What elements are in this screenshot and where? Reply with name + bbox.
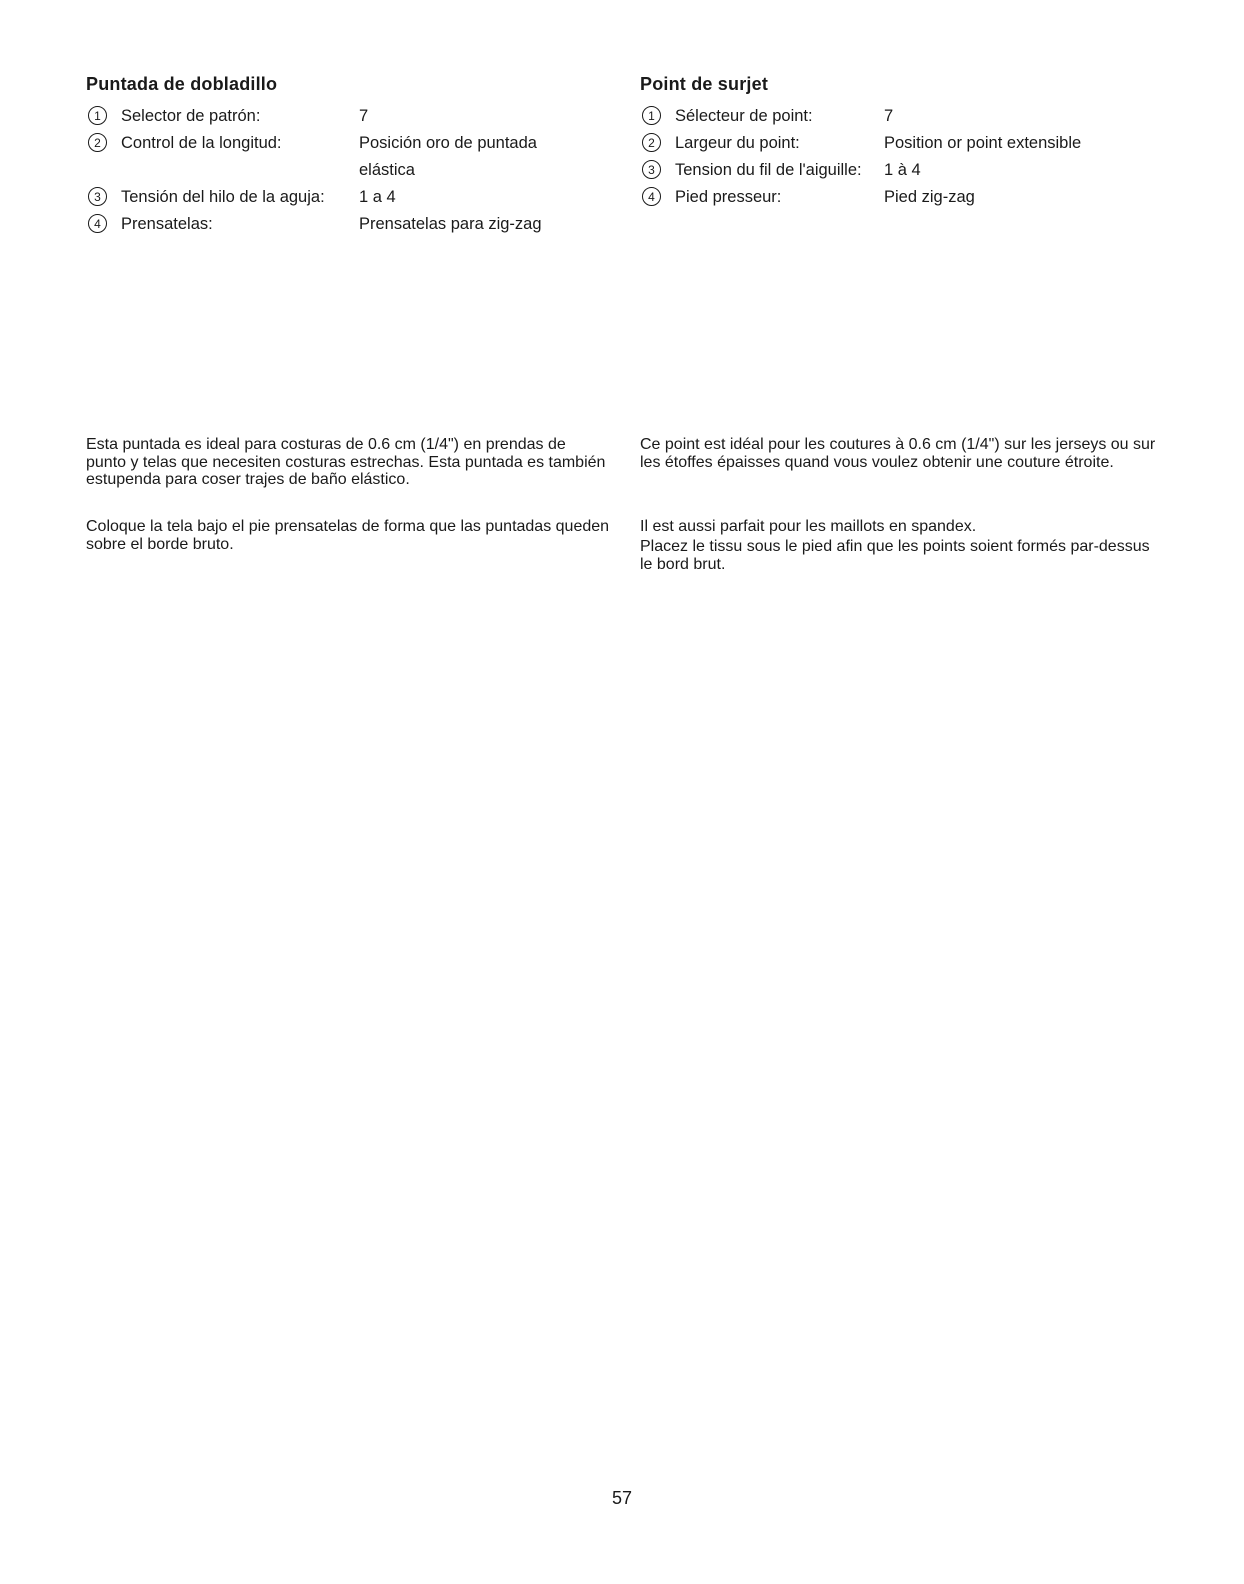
setting-value-line: elástica bbox=[359, 161, 415, 179]
circled-number-2-icon: 2 bbox=[642, 133, 661, 152]
setting-label: Sélecteur de point: bbox=[675, 107, 813, 125]
setting-row bbox=[86, 130, 631, 184]
setting-label: Prensatelas: bbox=[121, 215, 213, 233]
french-section bbox=[640, 74, 1185, 211]
setting-value bbox=[359, 211, 631, 238]
paragraph-french-2: Il est aussi parfait pour les maillots en spandex. bbox=[640, 518, 977, 535]
setting-value-line: 7 bbox=[884, 107, 894, 125]
paragraph-french-3: Placez le tissu sous le pied afin que les points soient formés par-dessus le bord brut. bbox=[640, 538, 1150, 573]
section-title-spanish: Puntada de dobladillo bbox=[86, 74, 278, 94]
setting-label: Tensión del hilo de la aguja: bbox=[121, 188, 325, 206]
circled-number-4-icon: 4 bbox=[88, 214, 107, 233]
setting-value-line: Posición oro de puntada bbox=[359, 134, 537, 152]
setting-value-line: 1 a 4 bbox=[359, 188, 396, 206]
settings-list-spanish bbox=[86, 103, 631, 238]
setting-label: Pied presseur: bbox=[675, 188, 782, 206]
setting-label: Control de la longitud: bbox=[121, 134, 282, 152]
setting-row bbox=[640, 184, 1185, 211]
setting-label: Selector de patrón: bbox=[121, 107, 261, 125]
setting-value-line: Pied zig-zag bbox=[884, 188, 975, 206]
setting-value bbox=[884, 130, 1185, 157]
circled-number-4-icon: 4 bbox=[642, 187, 661, 206]
setting-label: Tension du fil de l'aiguille: bbox=[675, 161, 862, 179]
circled-number-1-icon: 1 bbox=[88, 106, 107, 125]
setting-value bbox=[359, 184, 631, 211]
paragraph-spanish-1: Esta puntada es ideal para costuras de 0.6 cm (1/4") en prendas de punto y telas que necesiten costuras estrechas. Esta puntada es también estupenda para coser trajes de baño elástico. bbox=[86, 436, 606, 488]
setting-label: Largeur du point: bbox=[675, 134, 800, 152]
paragraph-french-1: Ce point est idéal pour les coutures à 0.6 cm (1/4") sur les jerseys ou sur les étoffes épaisses quand vous voulez obtenir une couture étroite. bbox=[640, 436, 1156, 471]
section-title-french: Point de surjet bbox=[640, 74, 769, 94]
setting-value bbox=[359, 130, 631, 184]
page-number: 57 bbox=[611, 1488, 633, 1508]
setting-value-line: Position or point extensible bbox=[884, 134, 1082, 152]
setting-value bbox=[884, 184, 1185, 211]
setting-row bbox=[86, 103, 631, 130]
setting-row bbox=[86, 184, 631, 211]
setting-value-line: 7 bbox=[359, 107, 369, 125]
paragraph-spanish-2: Coloque la tela bajo el pie prensatelas de forma que las puntadas queden sobre el borde bruto. bbox=[86, 518, 610, 553]
circled-number-3-icon: 3 bbox=[88, 187, 107, 206]
setting-row bbox=[640, 130, 1185, 157]
setting-value-line: 1 à 4 bbox=[884, 161, 921, 179]
setting-row bbox=[640, 157, 1185, 184]
setting-row bbox=[640, 103, 1185, 130]
circled-number-2-icon: 2 bbox=[88, 133, 107, 152]
circled-number-3-icon: 3 bbox=[642, 160, 661, 179]
setting-value bbox=[884, 103, 1185, 130]
circled-number-1-icon: 1 bbox=[642, 106, 661, 125]
setting-row bbox=[86, 211, 631, 238]
setting-value-line: Prensatelas para zig-zag bbox=[359, 215, 542, 233]
setting-value bbox=[884, 157, 1185, 184]
settings-list-french bbox=[640, 103, 1185, 211]
spanish-section bbox=[86, 74, 631, 238]
setting-value bbox=[359, 103, 631, 130]
